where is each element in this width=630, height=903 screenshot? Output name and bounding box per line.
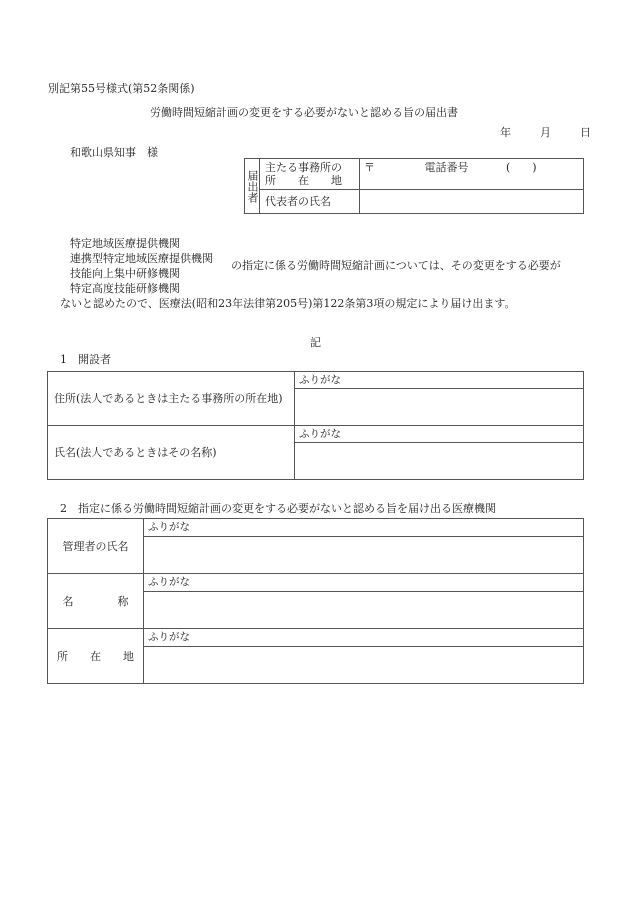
institution-type-1: 特定地域医療提供機関: [70, 237, 180, 250]
office-address-field[interactable]: [360, 159, 584, 190]
institution-type-3: 技能向上集中研修機関: [70, 267, 180, 280]
phone-label: 電話番号: [424, 161, 469, 174]
section1-heading: 1 開設者: [60, 353, 111, 366]
postal-mark: 〒: [364, 161, 375, 174]
section1-table: [47, 371, 584, 480]
body-text-line1: の指定に係る労働時間短縮計画については、その変更をする必要が: [231, 259, 561, 272]
institution-location-label: 所 在 地: [48, 629, 144, 684]
founder-address-label: 住所(法人であるときは主たる事務所の所在地): [48, 372, 295, 426]
date-day: 日: [580, 126, 591, 139]
institution-location-field[interactable]: [144, 647, 584, 684]
furigana-label: ふりがな: [295, 372, 584, 389]
section2-table: [47, 518, 584, 684]
institution-type-list: [70, 236, 213, 296]
phone-parens: ( ): [506, 161, 537, 174]
ki-mark: 記: [310, 336, 321, 349]
document-title: 労働時間短縮計画の変更をする必要がないと認める旨の届出書: [150, 106, 458, 119]
furigana-label: ふりがな: [295, 426, 584, 443]
notifier-table: [244, 158, 584, 214]
furigana-label: ふりがな: [144, 574, 584, 592]
institution-name-label: 名 称: [48, 574, 144, 629]
manager-name-field[interactable]: [144, 537, 584, 574]
furigana-label: ふりがな: [144, 519, 584, 537]
manager-name-label: 管理者の氏名: [48, 519, 144, 574]
founder-address-field[interactable]: [295, 389, 584, 426]
body-text-line2: ないと認めたので、医療法(昭和23年法律第205号)第122条第3項の規定により届け出ます。: [60, 297, 516, 310]
form-number: 別記第55号様式(第52条関係): [48, 82, 195, 95]
date-line: [500, 126, 591, 140]
institution-type-4: 特定高度技能研修機関: [70, 282, 180, 295]
furigana-label: ふりがな: [144, 629, 584, 647]
institution-name-field[interactable]: [144, 592, 584, 629]
rep-name-field[interactable]: [360, 190, 584, 214]
founder-name-field[interactable]: [295, 443, 584, 480]
rep-name-label: 代表者の氏名: [260, 190, 360, 214]
office-address-label-line1: 主たる事務所の: [265, 161, 342, 174]
notifier-label: 届出者: [245, 159, 260, 214]
office-address-label-line2: 所 在 地: [265, 174, 342, 187]
addressee: 和歌山県知事 様: [70, 146, 158, 159]
date-month: 月: [540, 126, 551, 139]
institution-type-2: 連携型特定地域医療提供機関: [70, 252, 213, 265]
date-year: 年: [500, 126, 511, 139]
founder-name-label: 氏名(法人であるときはその名称): [48, 426, 295, 480]
section2-heading: 2 指定に係る労働時間短縮計画の変更をする必要がないと認める旨を届け出る医療機関: [60, 502, 496, 515]
office-address-label: [260, 159, 360, 190]
